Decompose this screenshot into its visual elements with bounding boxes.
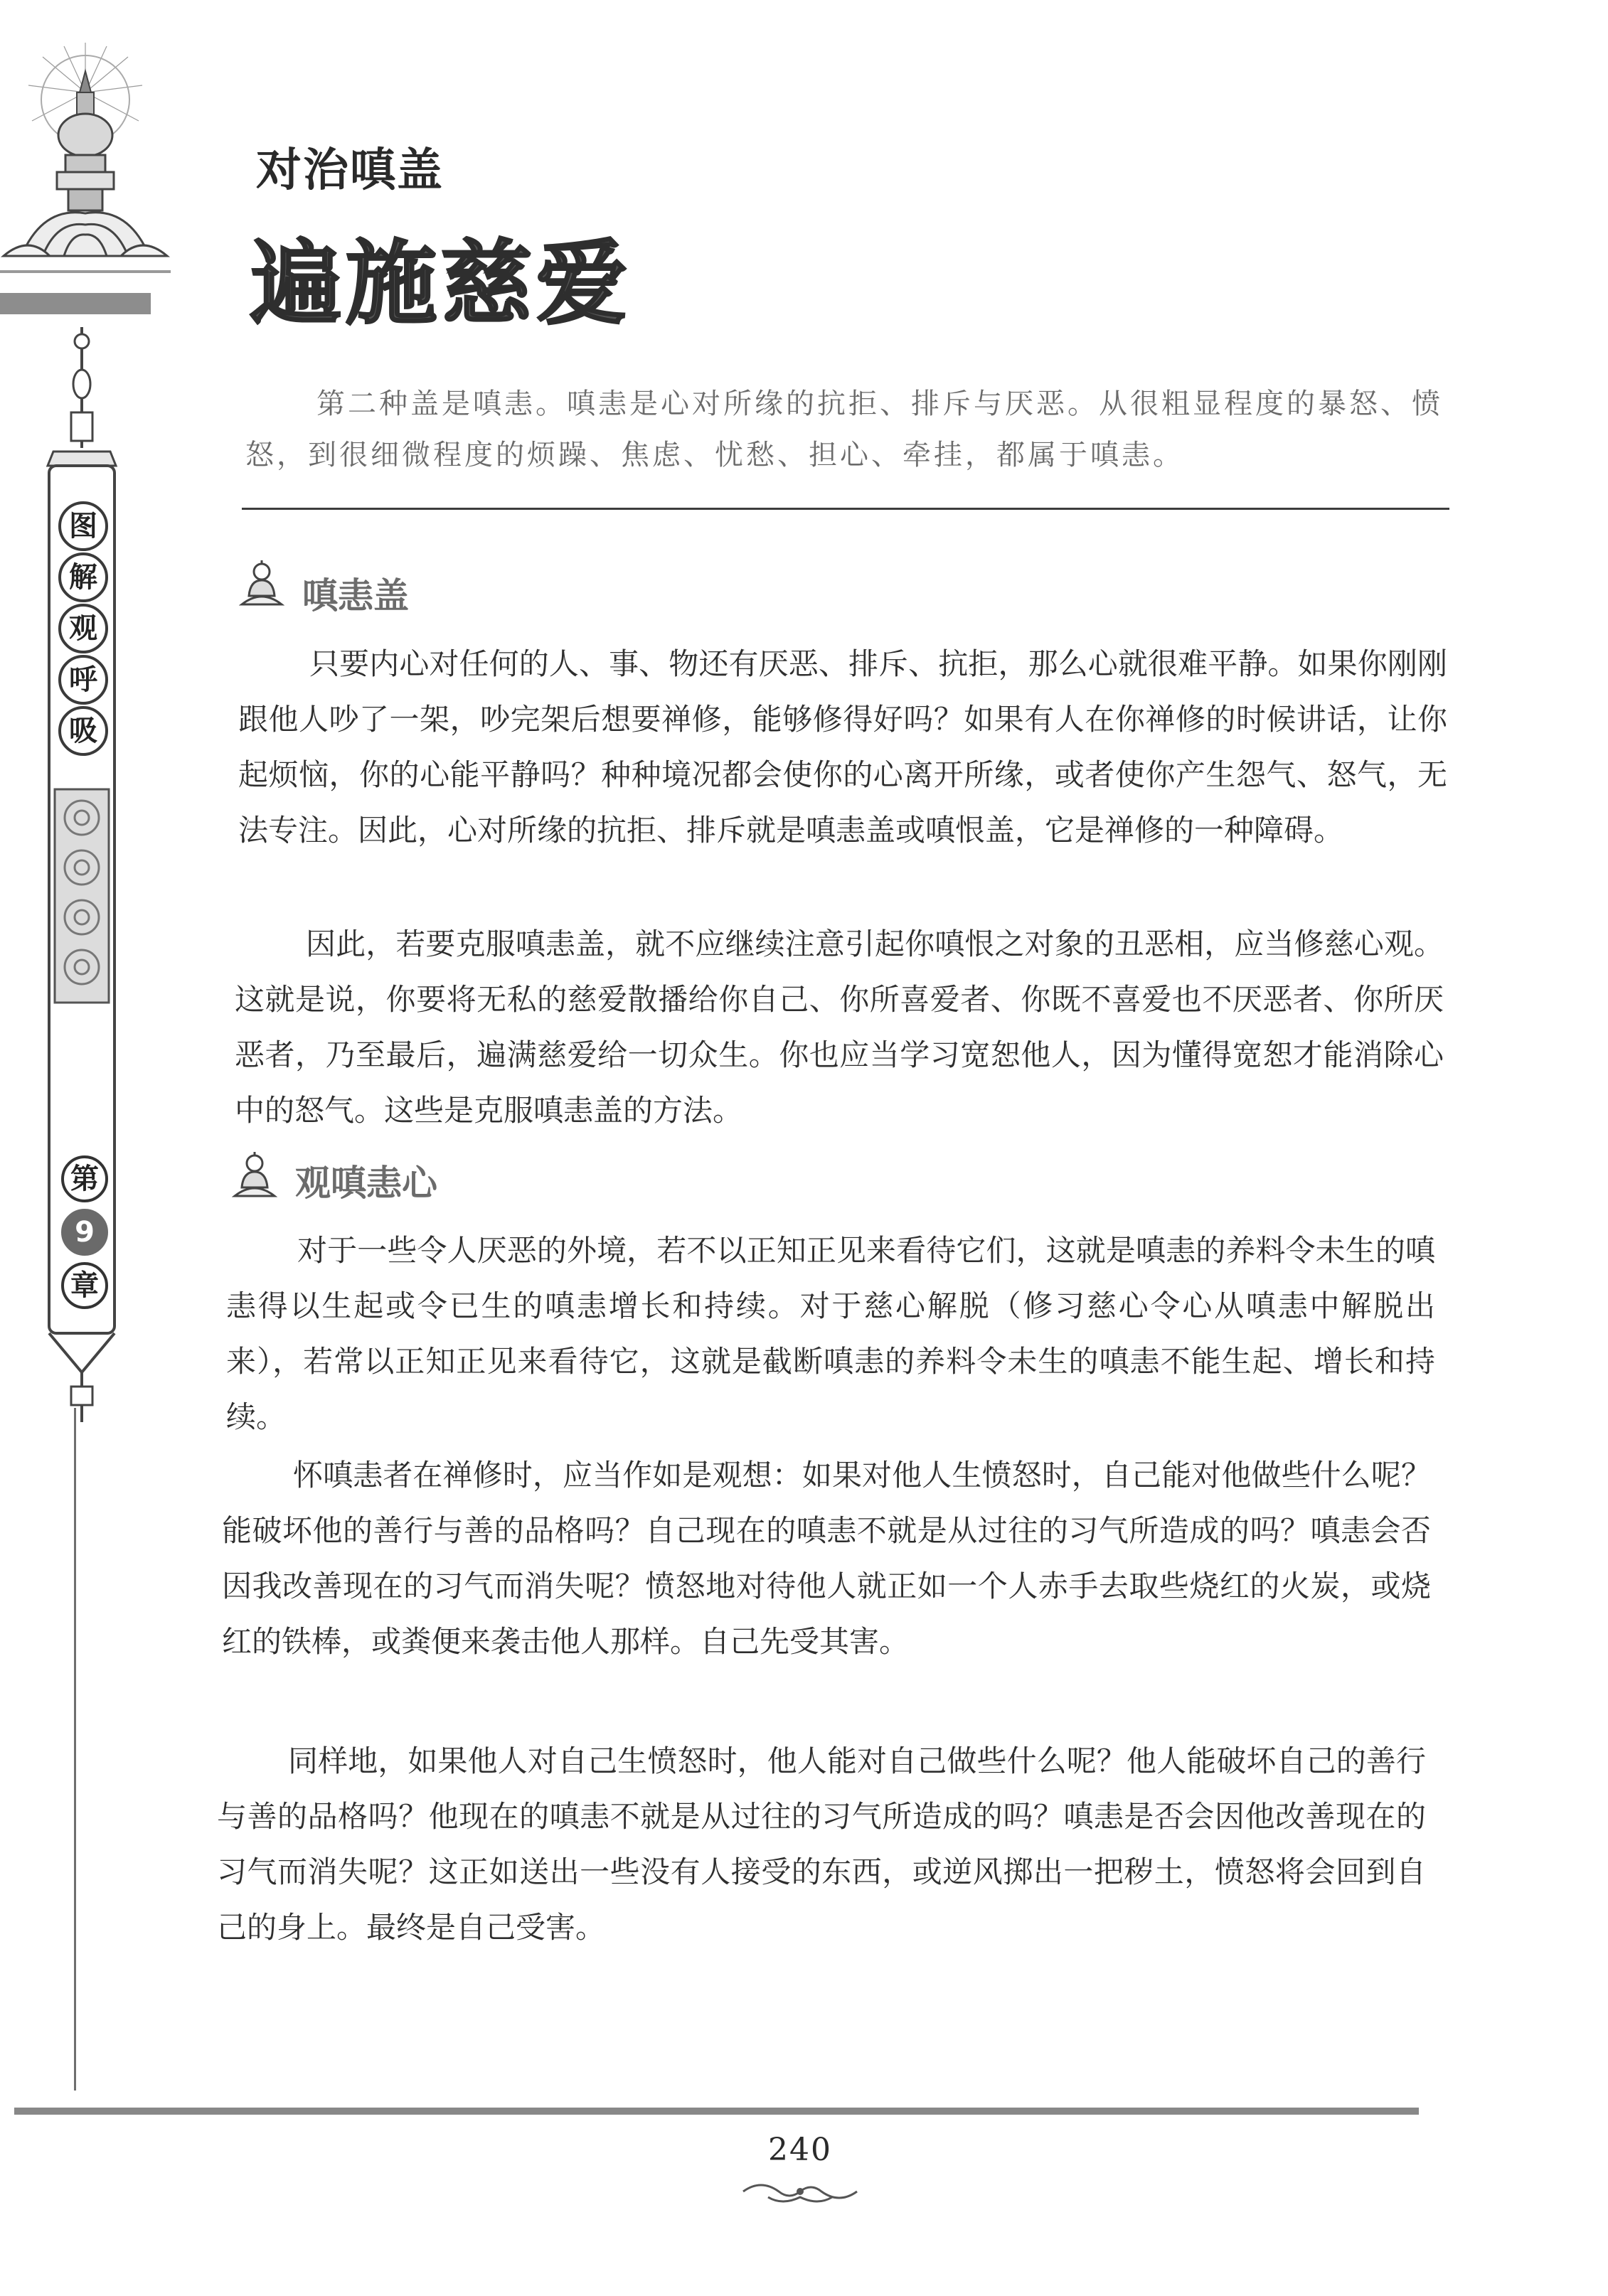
book-title-char: 图	[58, 501, 108, 551]
section-heading: 嗔恚盖	[302, 575, 409, 616]
section-heading: 观嗔恚心	[295, 1162, 437, 1204]
section-paragraph: 对于一些令人厌恶的外境，若不以正知正见来看待它们，这就是嗔恚的养料令未生的嗔恚得以生起或令已生的嗔恚增长和持续。对于慈心解脱（修习慈心令心从嗔恚中解脱出来），若常以正知正见来看待它，这就是截断嗔恚的养料令未生的嗔恚不能生起、增长和持续。	[226, 1233, 1435, 1434]
intro-text: 第二种盖是嗔恚。嗔恚是心对所缘的抗拒、排斥与厌恶。从很粗显程度的暴怒、愤怒，到很细微程度的烦躁、焦虑、忧愁、担心、牵挂，都属于嗔恚。	[245, 388, 1443, 471]
footer-rule	[14, 2108, 1419, 2115]
left-margin-line	[74, 1408, 76, 2091]
page-subtitle: 对治嗔盖	[256, 144, 444, 197]
chapter-number-badge: 9	[61, 1209, 108, 1256]
left-header-bar	[0, 293, 151, 314]
page-title: 遍施慈爱	[250, 231, 632, 337]
section-paragraph: 因此，若要克服嗔恚盖，就不应继续注意引起你嗔恨之对象的丑恶相，应当修慈心观。这就是说，你要将无私的慈爱散播给你自己、你所喜爱者、你既不喜爱也不厌恶者、你所厌恶者，乃至最后，遍满慈爱给一切众生。你也应当学习宽恕他人，因为懂得宽恕才能消除心中的怒气。这些是克服嗔恚盖的方法。	[235, 927, 1444, 1128]
chapter-label-char: 章	[61, 1262, 108, 1309]
footer-flourish-ornament	[740, 2176, 861, 2207]
scroll-ornament	[39, 327, 124, 1422]
section-paragraph: 只要内心对任何的人、事、物还有厌恶、排斥、抗拒，那么心就很难平静。如果你刚刚跟他人吵了一架，吵完架后想要禅修，能够修得好吗？如果有人在你禅修的时候讲话，让你起烦恼，你的心能平静吗？种种境况都会使你的心离开所缘，或者使你产生怨气、怒气，无法专注。因此，心对所缘的抗拒、排斥就是嗔恚盖或嗔恨盖，它是禅修的一种障碍。	[238, 646, 1447, 848]
intro-divider	[242, 508, 1449, 510]
book-title-char: 解	[58, 552, 108, 602]
book-title-char: 吸	[58, 706, 108, 756]
book-title-char: 观	[58, 604, 108, 653]
page-number: 240	[768, 2132, 832, 2168]
section-paragraph: 怀嗔恚者在禅修时，应当作如是观想：如果对他人生愤怒时，自己能对他做些什么呢？能破坏他的善行与善的品格吗？自己现在的嗔恚不就是从过往的习气所造成的吗？嗔恚会否因我改善现在的习气而消失呢？愤怒地对待他人就正如一个人赤手去取些烧红的火炭，或烧红的铁棒，或粪便来袭击他人那样。自己先受其害。	[222, 1458, 1431, 1659]
book-title-char: 呼	[58, 655, 108, 705]
meditating-figure-icon	[239, 560, 284, 610]
meditating-figure-icon	[232, 1152, 277, 1202]
stupa-lotus-emblem	[0, 43, 171, 277]
section-paragraph: 同样地，如果他人对自己生愤怒时，他人能对自己做些什么呢？他人能破坏自己的善行与善的品格吗？他现在的嗔恚不就是从过往的习气所造成的吗？嗔恚是否会因他改善现在的习气而消失呢？这正如送出一些没有人接受的东西，或逆风掷出一把秽土，愤怒将会回到自己的身上。最终是自己受害。	[217, 1744, 1426, 1945]
chapter-label-char: 第	[61, 1155, 108, 1202]
